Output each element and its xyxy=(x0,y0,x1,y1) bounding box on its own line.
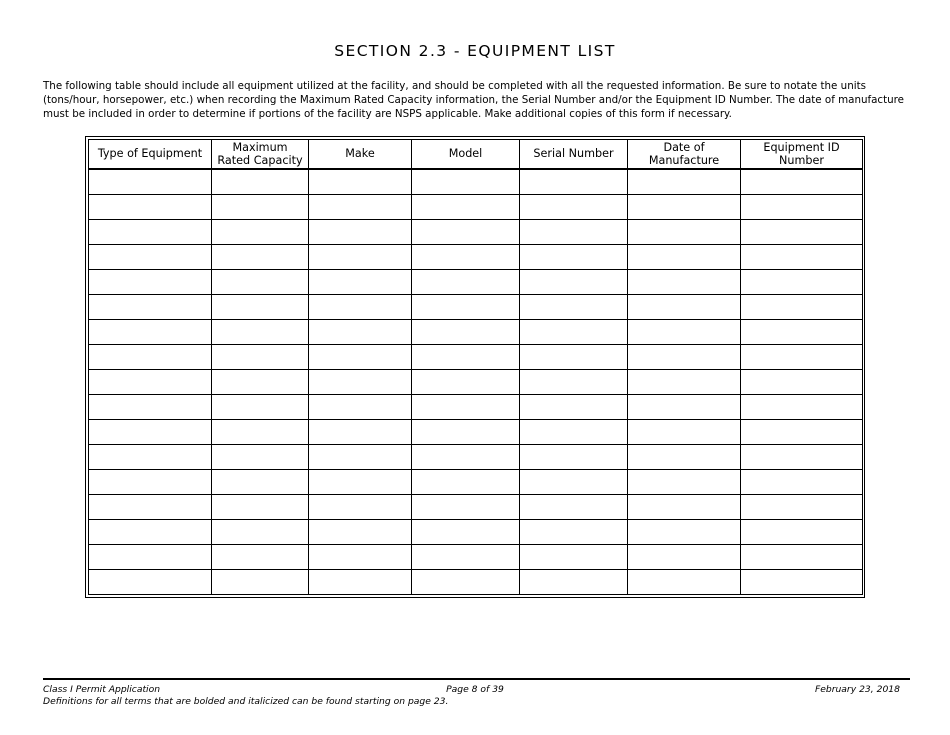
cell-maximum-rated-capacity[interactable] xyxy=(212,494,309,519)
table-row xyxy=(89,494,863,519)
cell-equipment-id-number[interactable] xyxy=(741,344,863,369)
cell-equipment-id-number[interactable] xyxy=(741,169,863,195)
cell-date-of-manufacture[interactable] xyxy=(628,569,741,594)
equipment-table-frame xyxy=(85,136,865,598)
cell-maximum-rated-capacity[interactable] xyxy=(212,169,309,195)
cell-make[interactable] xyxy=(309,544,412,569)
table-row xyxy=(89,444,863,469)
cell-model[interactable] xyxy=(412,444,520,469)
cell-model[interactable] xyxy=(412,319,520,344)
cell-maximum-rated-capacity[interactable] xyxy=(212,519,309,544)
cell-type-of-equipment[interactable] xyxy=(89,269,212,294)
cell-type-of-equipment[interactable] xyxy=(89,195,212,220)
cell-model[interactable] xyxy=(412,369,520,394)
cell-date-of-manufacture[interactable] xyxy=(628,294,741,319)
cell-date-of-manufacture[interactable] xyxy=(628,444,741,469)
cell-make[interactable] xyxy=(309,419,412,444)
cell-type-of-equipment[interactable] xyxy=(89,519,212,544)
cell-type-of-equipment[interactable] xyxy=(89,469,212,494)
cell-maximum-rated-capacity[interactable] xyxy=(212,544,309,569)
cell-serial-number[interactable] xyxy=(520,294,628,319)
cell-model[interactable] xyxy=(412,195,520,220)
cell-model[interactable] xyxy=(412,569,520,594)
cell-make[interactable] xyxy=(309,344,412,369)
cell-maximum-rated-capacity[interactable] xyxy=(212,244,309,269)
cell-type-of-equipment[interactable] xyxy=(89,569,212,594)
header-model: Model xyxy=(412,140,520,170)
cell-date-of-manufacture[interactable] xyxy=(628,419,741,444)
cell-type-of-equipment[interactable] xyxy=(89,369,212,394)
cell-serial-number[interactable] xyxy=(520,344,628,369)
cell-type-of-equipment[interactable] xyxy=(89,319,212,344)
table-row xyxy=(89,195,863,220)
cell-equipment-id-number[interactable] xyxy=(741,569,863,594)
cell-make[interactable] xyxy=(309,220,412,245)
cell-type-of-equipment[interactable] xyxy=(89,444,212,469)
cell-maximum-rated-capacity[interactable] xyxy=(212,444,309,469)
cell-serial-number[interactable] xyxy=(520,220,628,245)
table-row xyxy=(89,519,863,544)
cell-serial-number[interactable] xyxy=(520,394,628,419)
cell-date-of-manufacture[interactable] xyxy=(628,544,741,569)
cell-model[interactable] xyxy=(412,519,520,544)
cell-maximum-rated-capacity[interactable] xyxy=(212,220,309,245)
cell-serial-number[interactable] xyxy=(520,494,628,519)
equipment-table xyxy=(88,139,863,595)
cell-serial-number[interactable] xyxy=(520,244,628,269)
cell-type-of-equipment[interactable] xyxy=(89,344,212,369)
cell-date-of-manufacture[interactable] xyxy=(628,195,741,220)
cell-serial-number[interactable] xyxy=(520,519,628,544)
cell-maximum-rated-capacity[interactable] xyxy=(212,344,309,369)
table-row xyxy=(89,294,863,319)
cell-maximum-rated-capacity[interactable] xyxy=(212,294,309,319)
cell-date-of-manufacture[interactable] xyxy=(628,169,741,195)
cell-equipment-id-number[interactable] xyxy=(741,444,863,469)
cell-serial-number[interactable] xyxy=(520,469,628,494)
cell-make[interactable] xyxy=(309,469,412,494)
cell-make[interactable] xyxy=(309,244,412,269)
cell-make[interactable] xyxy=(309,569,412,594)
cell-type-of-equipment[interactable] xyxy=(89,220,212,245)
table-row xyxy=(89,394,863,419)
cell-maximum-rated-capacity[interactable] xyxy=(212,419,309,444)
cell-date-of-manufacture[interactable] xyxy=(628,244,741,269)
table-row xyxy=(89,569,863,594)
cell-maximum-rated-capacity[interactable] xyxy=(212,394,309,419)
cell-serial-number[interactable] xyxy=(520,544,628,569)
cell-equipment-id-number[interactable] xyxy=(741,519,863,544)
cell-date-of-manufacture[interactable] xyxy=(628,369,741,394)
cell-maximum-rated-capacity[interactable] xyxy=(212,369,309,394)
cell-make[interactable] xyxy=(309,369,412,394)
cell-maximum-rated-capacity[interactable] xyxy=(212,319,309,344)
table-row xyxy=(89,469,863,494)
cell-model[interactable] xyxy=(412,244,520,269)
cell-make[interactable] xyxy=(309,269,412,294)
cell-type-of-equipment[interactable] xyxy=(89,419,212,444)
cell-make[interactable] xyxy=(309,394,412,419)
table-row xyxy=(89,269,863,294)
cell-date-of-manufacture[interactable] xyxy=(628,344,741,369)
cell-make[interactable] xyxy=(309,494,412,519)
cell-date-of-manufacture[interactable] xyxy=(628,519,741,544)
cell-model[interactable] xyxy=(412,544,520,569)
cell-equipment-id-number[interactable] xyxy=(741,319,863,344)
cell-date-of-manufacture[interactable] xyxy=(628,494,741,519)
cell-serial-number[interactable] xyxy=(520,319,628,344)
cell-serial-number[interactable] xyxy=(520,569,628,594)
cell-make[interactable] xyxy=(309,519,412,544)
cell-make[interactable] xyxy=(309,195,412,220)
instructions-paragraph: The following table should include all equipment utilized at the facility, and should be completed with all the requested information. Be sure to notate the units (tons/hour, horsepower, etc.) when recording the Maximum Rated Capacity information, the Serial Number and/or the Equipment ID Number. The date of manufacture must be included in order to determine if portions of the facility are NSPS applicable. Make additional copies of this form if necessary. xyxy=(43,80,905,121)
table-body xyxy=(89,169,863,595)
header-maximum-rated-capacity: Maximum Rated Capacity xyxy=(212,140,309,170)
cell-make[interactable] xyxy=(309,444,412,469)
table-row xyxy=(89,244,863,269)
cell-serial-number[interactable] xyxy=(520,169,628,195)
cell-make[interactable] xyxy=(309,169,412,195)
cell-date-of-manufacture[interactable] xyxy=(628,269,741,294)
cell-make[interactable] xyxy=(309,319,412,344)
table-row xyxy=(89,220,863,245)
cell-date-of-manufacture[interactable] xyxy=(628,220,741,245)
cell-equipment-id-number[interactable] xyxy=(741,469,863,494)
table-row xyxy=(89,369,863,394)
cell-date-of-manufacture[interactable] xyxy=(628,394,741,419)
footer-date: February 23, 2018 xyxy=(814,684,900,695)
cell-date-of-manufacture[interactable] xyxy=(628,319,741,344)
cell-type-of-equipment[interactable] xyxy=(89,544,212,569)
cell-make[interactable] xyxy=(309,294,412,319)
table-row xyxy=(89,319,863,344)
cell-date-of-manufacture[interactable] xyxy=(628,469,741,494)
cell-equipment-id-number[interactable] xyxy=(741,544,863,569)
cell-maximum-rated-capacity[interactable] xyxy=(212,469,309,494)
cell-model[interactable] xyxy=(412,294,520,319)
table-row xyxy=(89,544,863,569)
cell-equipment-id-number[interactable] xyxy=(741,195,863,220)
section-title: SECTION 2.3 - EQUIPMENT LIST xyxy=(334,42,616,60)
cell-type-of-equipment[interactable] xyxy=(89,494,212,519)
cell-serial-number[interactable] xyxy=(520,195,628,220)
cell-type-of-equipment[interactable] xyxy=(89,169,212,195)
cell-equipment-id-number[interactable] xyxy=(741,294,863,319)
cell-model[interactable] xyxy=(412,394,520,419)
cell-equipment-id-number[interactable] xyxy=(741,220,863,245)
footer-page-number: Page 8 of 39 xyxy=(446,684,504,695)
cell-serial-number[interactable] xyxy=(520,419,628,444)
cell-maximum-rated-capacity[interactable] xyxy=(212,569,309,594)
cell-maximum-rated-capacity[interactable] xyxy=(212,195,309,220)
cell-serial-number[interactable] xyxy=(520,269,628,294)
cell-equipment-id-number[interactable] xyxy=(741,419,863,444)
table-row xyxy=(89,169,863,195)
footer-definitions-note: Definitions for all terms that are bolded and italicized can be found starting on page 23. xyxy=(43,696,449,707)
cell-model[interactable] xyxy=(412,344,520,369)
header-date-of-manufacture: Date of Manufacture xyxy=(628,140,741,170)
header-equipment-id-number: Equipment ID Number xyxy=(741,140,863,170)
table-row xyxy=(89,419,863,444)
header-serial-number: Serial Number xyxy=(520,140,628,170)
cell-equipment-id-number[interactable] xyxy=(741,269,863,294)
cell-model[interactable] xyxy=(412,269,520,294)
cell-equipment-id-number[interactable] xyxy=(741,369,863,394)
footer-form-name: Class I Permit Application xyxy=(43,684,161,695)
footer-divider xyxy=(43,678,910,680)
cell-type-of-equipment[interactable] xyxy=(89,244,212,269)
cell-type-of-equipment[interactable] xyxy=(89,394,212,419)
cell-equipment-id-number[interactable] xyxy=(741,244,863,269)
cell-model[interactable] xyxy=(412,469,520,494)
header-type-of-equipment: Type of Equipment xyxy=(89,140,212,170)
table-row xyxy=(89,344,863,369)
cell-equipment-id-number[interactable] xyxy=(741,394,863,419)
cell-serial-number[interactable] xyxy=(520,369,628,394)
cell-model[interactable] xyxy=(412,220,520,245)
cell-model[interactable] xyxy=(412,494,520,519)
cell-type-of-equipment[interactable] xyxy=(89,294,212,319)
cell-serial-number[interactable] xyxy=(520,444,628,469)
cell-equipment-id-number[interactable] xyxy=(741,494,863,519)
table-header-row xyxy=(89,140,863,170)
header-make: Make xyxy=(309,140,412,170)
cell-maximum-rated-capacity[interactable] xyxy=(212,269,309,294)
cell-model[interactable] xyxy=(412,169,520,195)
cell-model[interactable] xyxy=(412,419,520,444)
